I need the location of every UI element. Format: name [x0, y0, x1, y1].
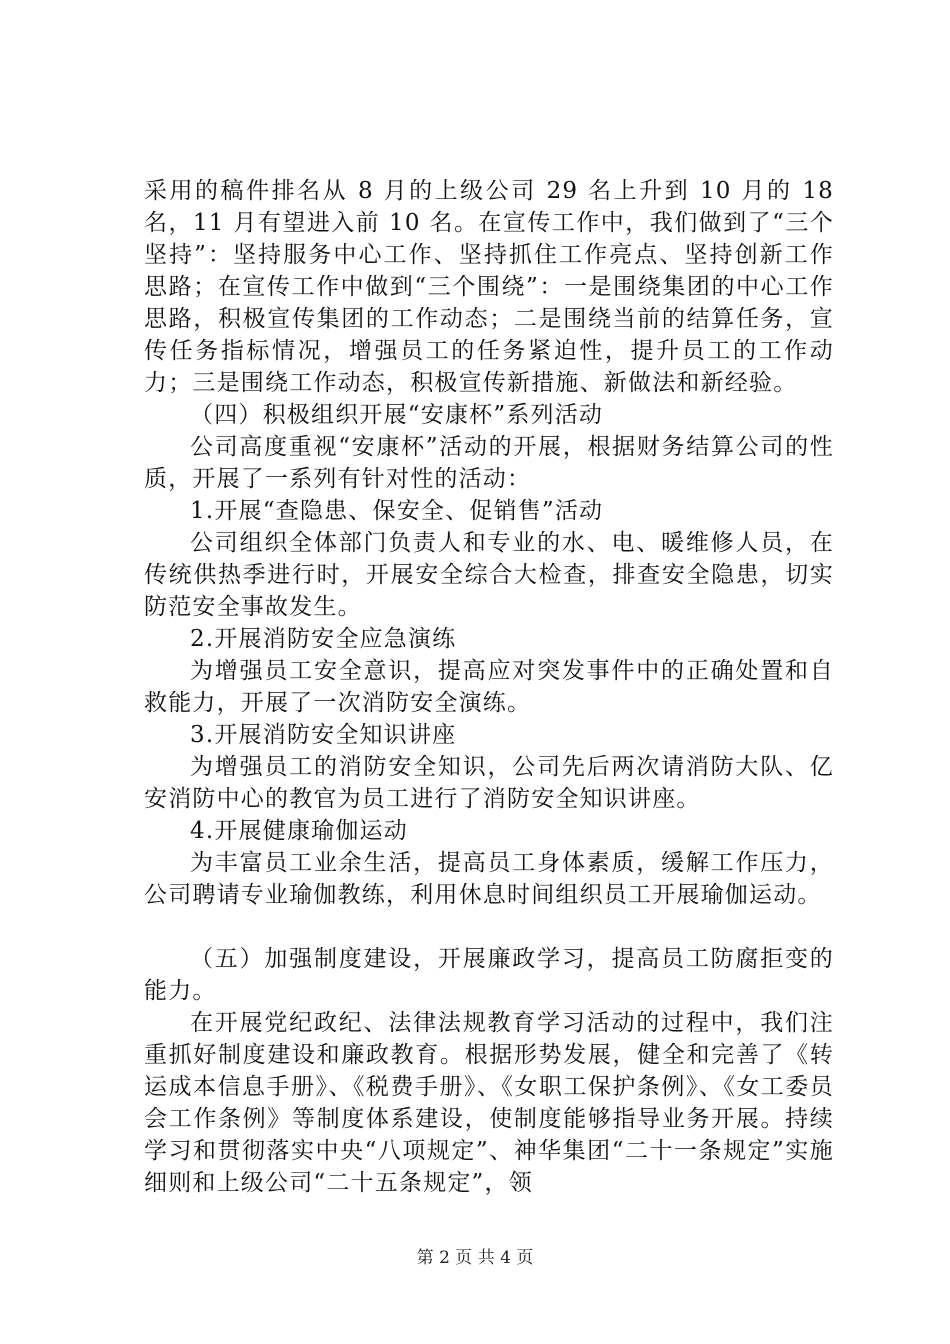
document-body: [144, 175, 834, 1199]
item-body-3: 为增强员工的消防安全知识，公司先后两次请消防大队、亿安消防中心的教官为员工进行了消防安全知识讲座。: [144, 754, 834, 812]
heading-section-4: （四）积极组织开展“安康杯”系列活动: [190, 402, 604, 428]
paragraph-ankang-intro: 公司高度重视“安康杯”活动的开展，根据财务结算公司的性质，开展了一系列有针对性的活动：: [144, 434, 834, 492]
blank-line: [144, 911, 834, 943]
paragraph-publicity: 采用的稿件排名从 8 月的上级公司 29 名上升到 10 月的 18 名，11 月有望进入前 10 名。在宣传工作中，我们做到了“三个坚持”：坚持服务中心工作、坚持抓住工作亮点、坚持创新工作思路；在宣传工作中做到“三个围绕”：一是围绕集团的中心工作思路，积极宣传集团的工作动态；二是围绕当前的结算任务，宣传任务指标情况，增强员工的任务紧迫性，提升员工的工作动力；三是围绕工作动态，积极宣传新措施、新做法和新经验。: [144, 178, 834, 396]
item-body-1: 公司组织全体部门负责人和专业的水、电、暖维修人员，在传统供热季进行时，开展安全综合大检查，排查安全隐患，切实防范安全事故发生。: [144, 530, 834, 620]
page-number-footer: 第 2 页 共 4 页: [416, 1248, 534, 1268]
item-heading-3: 3.开展消防安全知识讲座: [190, 722, 457, 748]
item-heading-1: 1.开展“查隐患、保安全、促销售”活动: [190, 498, 604, 524]
item-body-2: 为增强员工安全意识，提高应对突发事件中的正确处置和自救能力，开展了一次消防安全演练。: [144, 658, 834, 716]
item-heading-4: 4.开展健康瑜伽运动: [190, 818, 408, 844]
item-body-4: 为丰富员工业余生活，提高员工身体素质，缓解工作压力，公司聘请专业瑜伽教练，利用休息时间组织员工开展瑜伽运动。: [144, 850, 834, 908]
paragraph-system-building: 在开展党纪政纪、法律法规教育学习活动的过程中，我们注重抓好制度建设和廉政教育。根据形势发展，健全和完善了《转运成本信息手册》、《税费手册》、《女职工保护条例》、《女工委员会工作条例》等制度体系建设，使制度能够指导业务开展。持续学习和贯彻落实中央“八项规定”、神华集团“二十一条规定”实施细则和上级公司“二十五条规定”，领: [144, 1010, 834, 1196]
heading-section-5: （五）加强制度建设，开展廉政学习，提高员工防腐拒变的能力。: [144, 946, 834, 1004]
item-heading-2: 2.开展消防安全应急演练: [190, 626, 457, 652]
